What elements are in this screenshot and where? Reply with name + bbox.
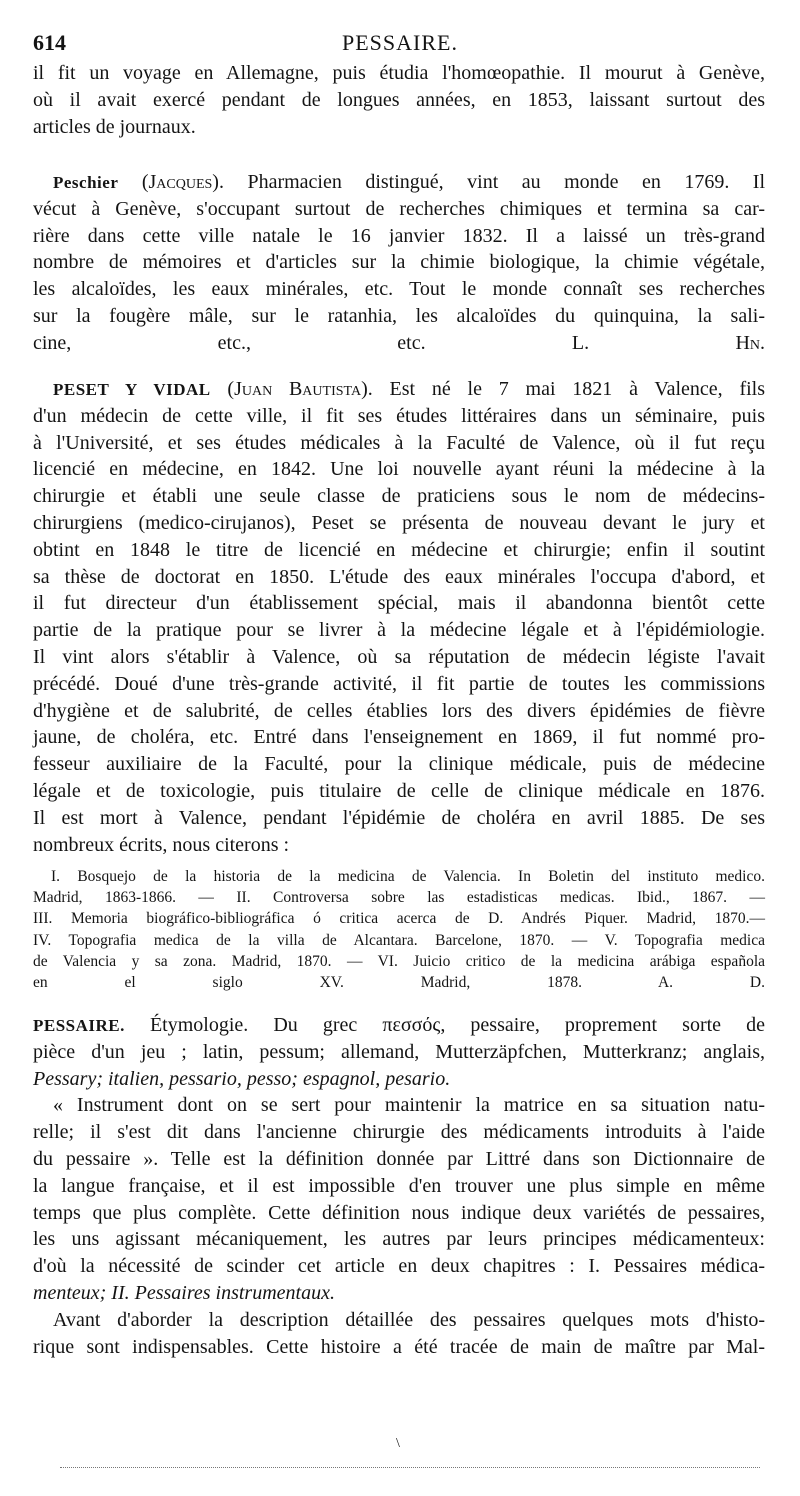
biblio-line: III. Memoria biográfico-bibliográfica ó critica acerca de D. Andrés Piquer. Madrid, 1870.— bbox=[33, 910, 765, 928]
text-line: à l'Université, et ses études médicales à la Faculté de Valence, où il fut reçu bbox=[33, 431, 765, 454]
text-line: pièce d'un jeu ; latin, pessum; allemand, Mutterzäpfchen, Mutterkranz; anglais, bbox=[33, 1040, 765, 1063]
bibliography bbox=[33, 866, 765, 993]
text-line: « Instrument dont on se sert pour maintenir la matrice en sa situation natu- bbox=[53, 1094, 765, 1117]
text-line: PESSAIRE. Étymologie. Du grec πεσσός, pessaire, proprement sorte de bbox=[33, 1014, 765, 1036]
text-line: il fit un voyage en Allemagne, puis étudia l'homœopathie. Il mourut à Genève, bbox=[33, 62, 765, 84]
text-line: articles de journaux. bbox=[33, 115, 196, 138]
entry-headword: PESET Y VIDAL bbox=[53, 380, 211, 399]
text-line: partie de la pratique pour se livrer à la médecine légale et à l'épidémiologie. bbox=[33, 619, 765, 642]
biblio-line: Madrid, 1863-1866. — II. Controversa sobre las estadisticas medicas. Ibid., 1867. — bbox=[33, 889, 765, 907]
biblio-line: en el siglo XV. Madrid, 1878. A. D. bbox=[33, 973, 765, 991]
text-line: d'hygiène et de salubrité, de celles établies lors des divers épidémies de fièvre bbox=[33, 699, 765, 722]
entry-peschier bbox=[33, 169, 765, 357]
text-line: il fut directeur d'un établissement spécial, mais il abandonna bientôt cette bbox=[33, 592, 765, 615]
text-line: Avant d'aborder la description détaillée des pessaires quelques mots d'histo- bbox=[53, 1308, 765, 1331]
text-line: sur la fougère mâle, sur le ratanhia, les alcaloïdes du quinquina, la sali- bbox=[33, 304, 765, 327]
text-line: chirurgiens (medico-cirujanos), Peset se présenta de nouveau devant le jury et bbox=[33, 511, 765, 534]
text-line: Pessary; italien, pessario, pesso; espagnol, pesario. bbox=[33, 1067, 451, 1090]
text-line: rique sont indispensables. Cette histoire a été tracée de main de maître par Mal- bbox=[33, 1335, 765, 1358]
entry-author: A. D. bbox=[657, 973, 765, 991]
text-line: fesseur auxiliaire de la Faculté, pour la clinique médicale, puis de médecine bbox=[33, 753, 765, 776]
page-header bbox=[33, 30, 767, 60]
text-line: Il vint alors s'établir à Valence, où sa réputation de médecin légiste l'avait bbox=[33, 645, 765, 668]
text-line: où il avait exercé pendant de longues années, en 1853, laissant surtout des bbox=[33, 88, 765, 111]
text-line: d'où la nécessité de scinder cet article en deux chapitres : I. Pessaires médica- bbox=[33, 1255, 765, 1278]
footer-mark: \ bbox=[396, 1436, 400, 1451]
biblio-line: de Valencia y sa zona. Madrid, 1870. — VI. Juicio critico de la medicina arábiga española bbox=[33, 952, 765, 970]
text-line: temps que plus complète. Cette définition nous indique deux variétés de pessaires, bbox=[33, 1201, 765, 1224]
text-line: nombreux écrits, nous citerons : bbox=[33, 833, 290, 856]
text-line: vécut à Genève, s'occupant surtout de recherches chimiques et termina sa car- bbox=[33, 197, 765, 220]
text-line: licencié en médecine, en 1842. Une loi nouvelle ayant réuni la médecine à la bbox=[33, 458, 765, 481]
text-line: cine, etc., etc. L. Hn. bbox=[33, 331, 765, 354]
text-line: PESET Y VIDAL (Juan Bautista). Est né le 7 mai 1821 à Valence, fils bbox=[53, 378, 766, 400]
entry-name: (Jacques). bbox=[141, 171, 224, 193]
text-line: jaune, de choléra, etc. Entré dans l'enseignement en 1869, il fut nommé pro- bbox=[33, 726, 765, 749]
entry-pessaire bbox=[33, 1012, 765, 1360]
page-number: 614 bbox=[33, 30, 66, 55]
text-line: obtint en 1848 le titre de licencié en médecine et chirurgie; enfin il soutint bbox=[33, 538, 765, 561]
text-line: les uns agissant mécaniquement, les autres par leurs principes médicamenteux: bbox=[33, 1228, 765, 1251]
text-line: Peschier (Jacques). Pharmacien distingué, vint au monde en 1769. Il bbox=[53, 171, 766, 193]
entry-headword: PESSAIRE. bbox=[33, 1016, 125, 1035]
footer-rule bbox=[60, 1467, 760, 1468]
text-line: nombre de mémoires et d'articles sur la chimie biologique, la chimie végétale, bbox=[33, 251, 765, 274]
text-line: Il est mort à Valence, pendant l'épidémie de choléra en avril 1885. De ses bbox=[33, 806, 765, 829]
biblio-line: I. Bosquejo de la historia de la medicina de Valencia. In Boletin del instituto medico. bbox=[51, 868, 765, 885]
text-line: relle; il s'est dit dans l'ancienne chirurgie des médicaments introduits à l'aide bbox=[33, 1121, 765, 1144]
text-line: rière dans cette ville natale le 16 janvier 1832. Il a laissé un très-grand bbox=[33, 224, 765, 247]
text-line: la langue française, et il est impossible d'en trouver une plus simple en même bbox=[33, 1174, 765, 1197]
biblio-line: IV. Topografia medica de la villa de Alcantara. Barcelone, 1870. — V. Topografia medica bbox=[33, 931, 765, 949]
intro-paragraph bbox=[33, 60, 765, 140]
text-line: d'un médecin de cette ville, il fit ses études littéraires dans un séminaire, puis bbox=[33, 404, 765, 427]
running-title: PESSAIRE. bbox=[342, 30, 458, 55]
text-line: légale et de toxicologie, puis titulaire de celle de clinique médicale en 1876. bbox=[33, 779, 765, 802]
entry-headword: Peschier bbox=[53, 173, 119, 192]
text-line: sa thèse de doctorat en 1850. L'étude des eaux minérales l'occupa d'abord, et bbox=[33, 565, 765, 588]
text-line: les alcaloïdes, les eaux minérales, etc. Tout le monde connaît ses recherches bbox=[33, 278, 765, 301]
text-line: menteux; II. Pessaires instrumentaux. bbox=[33, 1281, 335, 1304]
text-line: du pessaire ». Telle est la définition donnée par Littré dans son Dictionnaire de bbox=[33, 1147, 765, 1170]
text-line: chirurgie et établi une seule classe de praticiens sous le nom de médecins- bbox=[33, 485, 765, 508]
entry-author: L. Hn. bbox=[571, 331, 765, 354]
text-line: précédé. Doué d'une très-grande activité, il fit partie de toutes les commissions bbox=[33, 672, 765, 695]
entry-name: (Juan Bautista). bbox=[227, 378, 373, 400]
entry-peset-y-vidal bbox=[33, 376, 765, 858]
